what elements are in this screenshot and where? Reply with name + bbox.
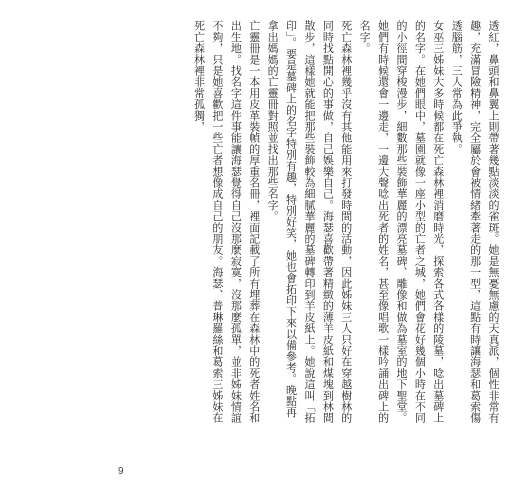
paragraph: 女巫三姊妹大多時候都在死亡森林裡消磨時光，探索各式各樣的陵墓，唸出墓碑上的名字。在她們眼中，墓園就像一座小型的亡者之城，她們會花好幾個小時在不同的小徑間穿梭漫步，細數那些裝飾華麗的漂亮墓碑、雕像和做為墓室的地下聖堂。她們有時候還會一邊走，一邊大聲唸出死者的姓名，甚至像唱歌一樣吟誦出碑上的名字。 [358,20,445,424]
paragraph: 亡靈冊是一本用皮革裝幀的厚重名冊，裡面記載了所有埋葬在森林中的死者姓名和出生地。找名字這件事能讓海瑟覺得自己沒那麼寂寞，沒那麼孤單，並非姊妹情誼不夠，只是她喜歡把一些亡者想像成自己的朋友。海瑟、普琳羅絲和葛索三姊妹在死亡森林裡非常孤獨， [192,20,261,424]
vertical-text-body [100,20,502,428]
paragraph: 透紅，鼻頭和鼻翼上則帶著幾點淡淡的雀斑。她是無憂無慮的天真派，個性非常有趣，充滿冒險精神，完全屬於會被情緒牽著走的那一型，這點有時讓海瑟和葛索傷透腦筋，三人常為此爭執。 [450,20,500,424]
page-number: 9 [118,466,124,477]
paragraph: 死亡森林裡幾乎沒有其他能用來打發時間的活動，因此姊妹三人只好在穿越樹林的同時找點開心的事做，自己娛樂自己。海瑟喜歡帶著精緻的薄羊皮紙和煤塊到林間散步，這樣她就能把那些裝飾較為細膩華麗的墓碑轉印到羊皮紙上。她說這叫「拓印」。要是墓碑上的名字特別有趣，特別好笑，她也會拓印下來以備參考。晚點再拿出媽媽的亡靈冊對照並找出那些名字。 [266,20,353,424]
